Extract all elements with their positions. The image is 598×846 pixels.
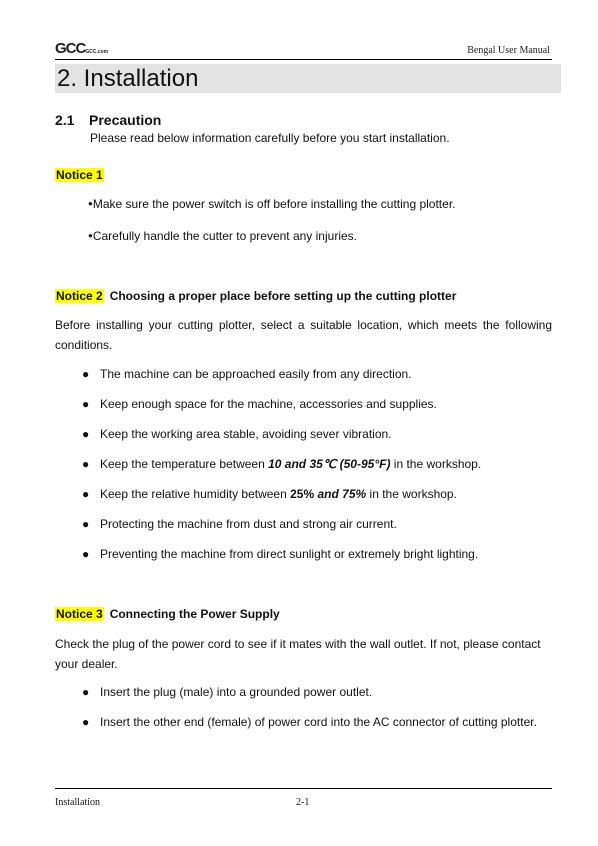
bullet-icon: ● [82, 715, 90, 729]
list-item [88, 197, 455, 211]
section-number: 2.1 [55, 112, 75, 128]
bullet-icon: ● [82, 457, 90, 471]
logo-text: GCC [55, 40, 86, 57]
list-item-text: Preventing the machine from direct sunlight or extremely bright lighting. [100, 547, 479, 561]
notice-3-subtitle: Connecting the Power Supply [109, 607, 280, 621]
paragraph-line: your dealer. [55, 657, 118, 671]
notice-2-subtitle: Choosing a proper place before setting up the cutting plotter [109, 289, 457, 303]
notice-2-heading [55, 289, 456, 303]
list-item-text: Keep enough space for the machine, accessories and supplies. [100, 397, 437, 411]
notice-2-paragraph [55, 315, 552, 355]
list-item-text: Insert the other end (female) of power cord into the AC connector of cutting plotter. [100, 715, 537, 729]
notice-1-heading [55, 168, 104, 182]
text-run: Keep the relative humidity between [100, 487, 291, 501]
text-run: in the workshop. [390, 457, 482, 471]
list-item-text: The machine can be approached easily from any direction. [100, 367, 412, 381]
bullet-icon: ● [82, 367, 90, 381]
section-title: Precaution [89, 112, 162, 128]
section-intro: Please read below information carefully before you start installation. [90, 131, 450, 145]
list-item-text: Insert the plug (male) into a grounded power outlet. [100, 685, 373, 699]
notice-1-tag: Notice 1 [56, 168, 103, 182]
bullet-icon: ● [82, 517, 90, 531]
list-item-temperature [100, 457, 481, 471]
bullet-icon: ● [82, 547, 90, 561]
bullet-icon: ● [82, 397, 90, 411]
notice-3-tag: Notice 3 [56, 607, 103, 621]
chapter-banner [55, 64, 561, 93]
page-number: 2-1 [296, 797, 310, 808]
list-item-text: Make sure the power switch is off before installing the cutting plotter. [92, 197, 456, 211]
humidity-min: 25% [290, 487, 315, 501]
notice-3-paragraph [55, 634, 552, 674]
text-run: Keep the temperature between [100, 457, 269, 471]
paragraph-line: conditions. [55, 338, 113, 352]
bullet-icon: ● [88, 231, 93, 240]
paragraph-line: Check the plug of the power cord to see if it mates with the wall outlet. If not, please contact [55, 637, 541, 651]
humidity-max: 75% [342, 487, 367, 501]
list-item [88, 229, 357, 243]
temperature-range: 10 and 35℃ (50-95°F) [268, 457, 391, 471]
page-header [55, 40, 552, 60]
page-footer [55, 788, 552, 808]
text-run: and [314, 487, 343, 501]
text-run: in the workshop. [366, 487, 457, 501]
list-item-text: Keep the working area stable, avoiding sever vibration. [100, 427, 392, 441]
logo-small-text: GCC.com [85, 49, 109, 55]
gcc-logo [55, 40, 108, 57]
list-item-text: Protecting the machine from dust and strong air current. [100, 517, 397, 531]
list-item-text: Carefully handle the cutter to prevent any injuries. [92, 229, 357, 243]
bullet-icon: ● [82, 427, 90, 441]
list-item-humidity [100, 487, 457, 501]
manual-title: Bengal User Manual [467, 45, 550, 56]
paragraph-line: Before installing your cutting plotter, select a suitable location, which meets the following [55, 318, 552, 332]
bullet-icon: ● [88, 199, 93, 208]
bullet-icon: ● [82, 685, 90, 699]
notice-3-heading [55, 607, 280, 621]
notice-2-tag: Notice 2 [56, 289, 103, 303]
footer-chapter: Installation [55, 797, 100, 808]
chapter-title: 2. Installation [57, 65, 199, 92]
bullet-icon: ● [82, 487, 90, 501]
section-heading [55, 112, 161, 128]
